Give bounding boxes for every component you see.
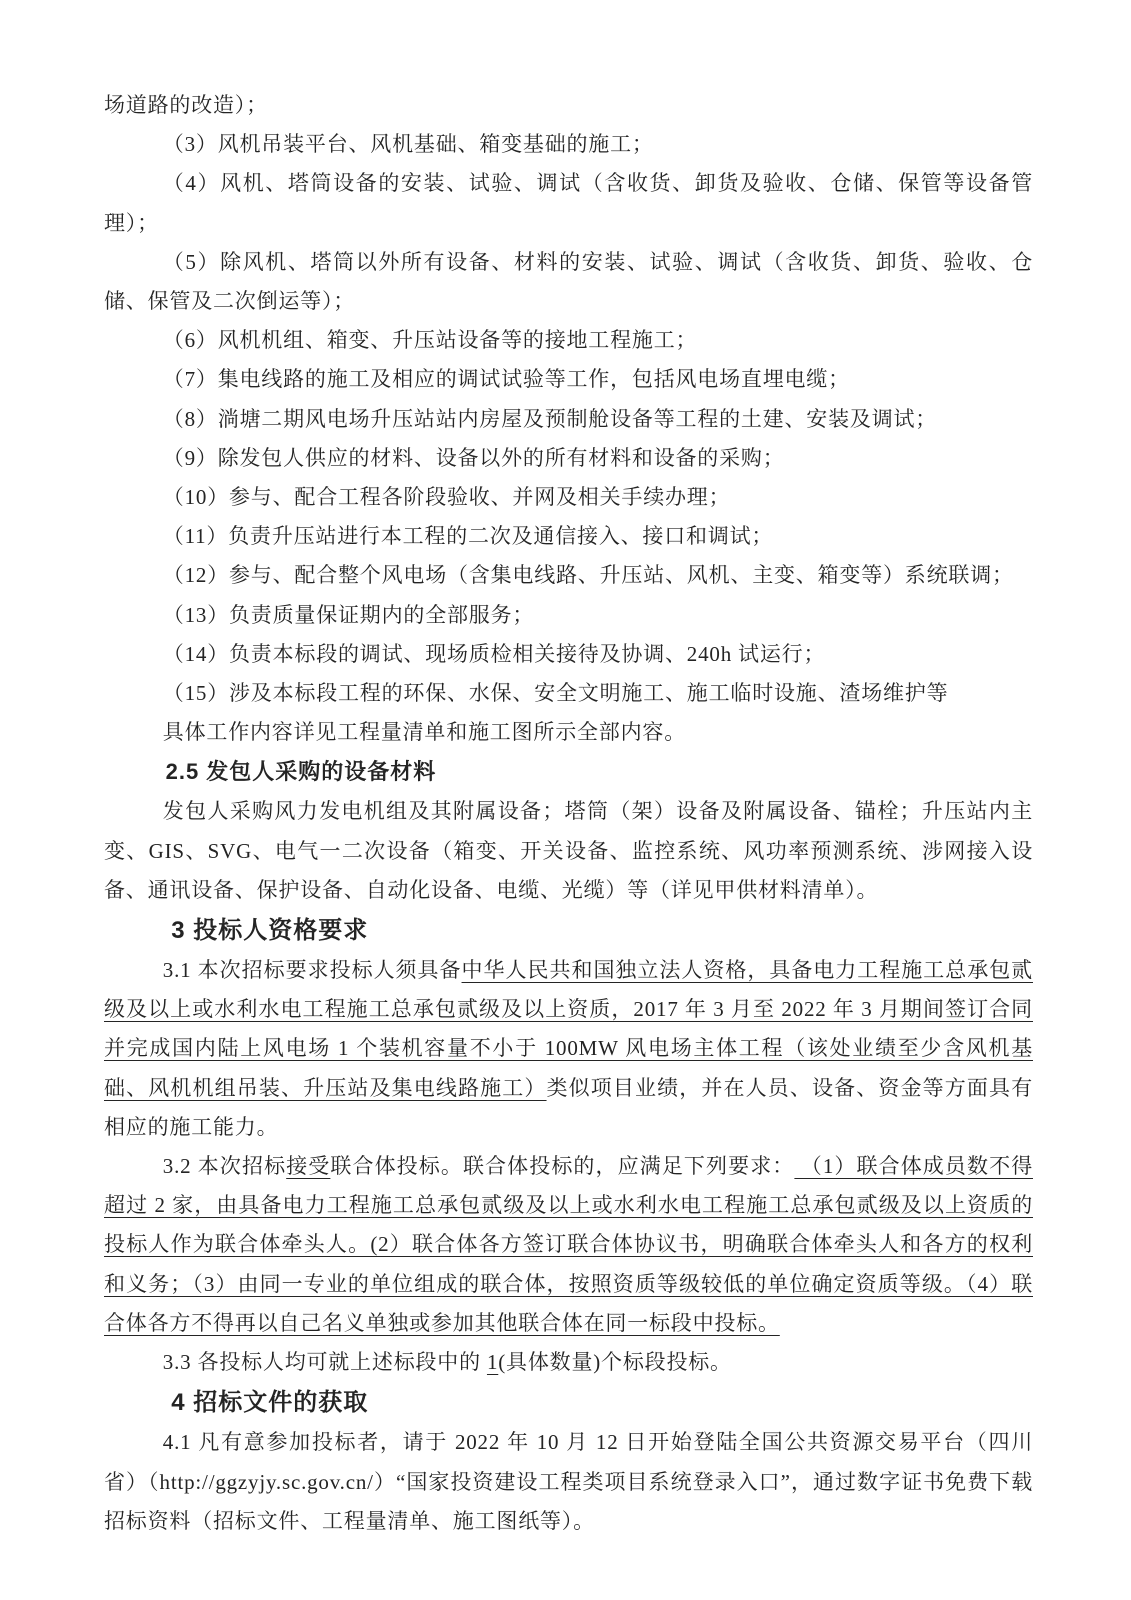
- underlined-text: 中华人民共和国独立法人资格，具备电力工程施工总承包贰级及以上或水利水电工程施工总承包贰级及以上资质，2017 年 3 月至 2022 年 3 月期间签订合同并完成国内陆上风电场 1 个装机容量不小于 100MW 风电场主体工程（该处业绩至少含风机基础、风机机组吊装、升压站及集电线路施工）: [104, 958, 1033, 1100]
- paragraph: [104, 713, 1033, 752]
- paragraph: [104, 792, 1033, 910]
- text-run: 4 招标文件的获取: [171, 1389, 369, 1417]
- text-run: （6）风机机组、箱变、升压站设备等的接地工程施工；: [162, 328, 698, 353]
- text-run: （11）负责升压站进行本工程的二次及通信接入、接口和调试；: [162, 524, 774, 549]
- text-run: 3 投标人资格要求: [171, 917, 369, 945]
- paragraph: [104, 951, 1033, 1147]
- paragraph: [104, 596, 1033, 635]
- text-run: 4.1 凡有意参加投标者，请于 2022 年 10 月 12 日开始登陆全国公共资源交易平台（四川省）（http://ggzyjy.sc.gov.cn/）“国家投资建设工程类项目系统登录入口”，通过数字证书免费下载招标资料（招标文件、工程量清单、施工图纸等）。: [104, 1430, 1033, 1533]
- paragraph: [104, 243, 1033, 321]
- text-run: （4）风机、塔筒设备的安装、试验、调试（含收货、卸货及验收、仓储、保管等设备管理）；: [104, 171, 1033, 235]
- text-run: （12）参与、配合整个风电场（含集电线路、升压站、风机、主变、箱变等）系统联调；: [162, 563, 1014, 588]
- text-run: （3）风机吊装平台、风机基础、箱变基础的施工；: [162, 132, 654, 157]
- text-run: 发包人采购风力发电机组及其附属设备；塔筒（架）设备及附属设备、锚栓；升压站内主变、GIS、SVG、电气一二次设备（箱变、开关设备、监控系统、风功率预测系统、涉网接入设备、通讯设备、保护设备、自动化设备、电缆、光缆）等（详见甲供材料清单）。: [104, 799, 1033, 902]
- paragraph: [104, 1147, 1033, 1343]
- section-heading: [104, 752, 1033, 792]
- paragraph: [104, 321, 1033, 360]
- underlined-text: 1: [486, 1350, 499, 1375]
- text-run: 场道路的改造）；: [104, 93, 268, 117]
- paragraph: [104, 86, 1033, 125]
- paragraph: [104, 439, 1033, 478]
- text-run: 联合体投标。联合体投标的，应满足下列要求：: [330, 1154, 795, 1179]
- text-run: （14）负责本标段的调试、现场质检相关接待及协调、240h 试运行；: [162, 641, 826, 666]
- underlined-text: （1）联合体成员数不得超过 2 家，由具备电力工程施工总承包贰级及以上或水利水电工程施工总承包贰级及以上资质的投标人作为联合体牵头人。(2）联合体各方签订联合体协议书，明确联合体牵头人和各方的权利和义务；（3）由同一专业的单位组成的联合体，按照资质等级较低的单位确定资质等级。（4）联合体各方不得再以自己名义单独或参加其他联合体在同一标段中投标。: [104, 1154, 1033, 1335]
- text-run: （10）参与、配合工程各阶段验收、并网及相关手续办理；: [162, 485, 731, 510]
- paragraph: [104, 1343, 1033, 1382]
- underlined-text: 接受: [286, 1154, 331, 1179]
- text-run: （8）淌塘二期风电场升压站站内房屋及预制舱设备等工程的土建、安装及调试；: [162, 406, 938, 431]
- paragraph: [104, 635, 1033, 674]
- paragraph: [104, 674, 1033, 713]
- text-run: （5）除风机、塔筒以外所有设备、材料的安装、试验、调试（含收货、卸货、验收、仓储、保管及二次倒运等）；: [104, 249, 1033, 314]
- text-run: 3.3 各投标人均可就上述标段中的: [162, 1350, 487, 1375]
- text-run: 3.1 本次招标要求投标人须具备: [162, 958, 462, 983]
- section-heading: [104, 910, 1033, 951]
- text-run: （9）除发包人供应的材料、设备以外的所有材料和设备的采购；: [162, 445, 785, 470]
- paragraph: [104, 517, 1033, 556]
- text-run: 类似项目业绩，并在人员、设备、资金等方面具有相应的施工能力。: [104, 1075, 1033, 1139]
- text-run: 2.5 发包人采购的设备材料: [165, 759, 437, 785]
- paragraph: [104, 1423, 1033, 1541]
- text-run: 3.2 本次招标: [162, 1154, 287, 1179]
- section-heading: [104, 1382, 1033, 1423]
- paragraph: [104, 125, 1033, 164]
- paragraph: [104, 400, 1033, 439]
- text-run: (具体数量)个标段投标。: [498, 1350, 732, 1375]
- paragraph: [104, 360, 1033, 399]
- text-run: （15）涉及本标段工程的环保、水保、安全文明施工、施工临时设施、渣场维护等: [162, 681, 949, 706]
- paragraph: [104, 164, 1033, 242]
- document-content: [104, 86, 1033, 1541]
- paragraph: [104, 556, 1033, 595]
- text-run: （13）负责质量保证期内的全部服务；: [162, 602, 535, 627]
- text-run: （7）集电线路的施工及相应的调试试验等工作，包括风电场直埋电缆；: [162, 367, 850, 392]
- text-run: 具体工作内容详见工程量清单和施工图所示全部内容。: [162, 720, 686, 745]
- paragraph: [104, 478, 1033, 517]
